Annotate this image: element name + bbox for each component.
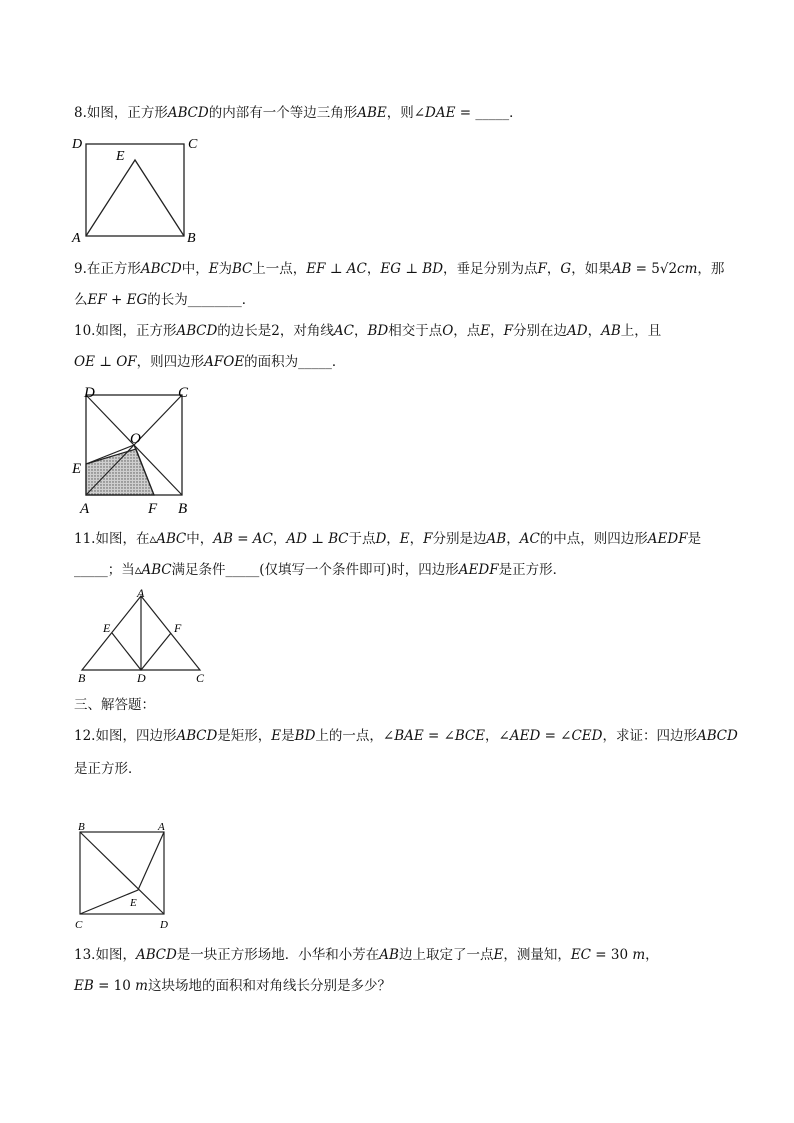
q10-text-line-1: 10.如图，正方形𝐴𝐵𝐶𝐷的边长是2，对角线𝐴𝐶，𝐵𝐷相交于点𝑂，点𝐸，𝐹分别在边𝐴𝐷，𝐴𝐵上，且 [74, 323, 662, 339]
q9-text-line-1: 9.在正方形𝐴𝐵𝐶𝐷中，𝐸为𝐵𝐶上一点，𝐸𝐹 ⊥ 𝐴𝐶，𝐸𝐺 ⊥ 𝐵𝐷，垂足分别为点𝐹，𝐺，如果𝐴𝐵 = 5√2𝑐𝑚，那 [74, 261, 725, 277]
q10-figure [70, 382, 210, 517]
label-e: E [116, 149, 125, 164]
q12-text-line-2: 是正方形． [74, 761, 142, 777]
section-heading: 三、解答题： [74, 697, 155, 713]
q8-text-line-1: 8.如图，正方形𝐴𝐵𝐶𝐷的内部有一个等边三角形𝐴𝐵𝐸，则∠𝐷𝐴𝐸 = _____． [74, 105, 523, 121]
label-d: D [137, 671, 146, 685]
label-o: O [130, 431, 141, 447]
label-a: A [80, 501, 90, 517]
label-e: E [72, 461, 82, 477]
label-a: A [158, 821, 165, 833]
q13-text-line-2: 𝐸𝐵 = 10 𝑚这块场地的面积和对角线长分别是多少？ [74, 978, 391, 994]
label-d: D [84, 385, 95, 401]
label-f: F [148, 501, 158, 517]
label-b: B [78, 671, 86, 685]
q10-text-line-2: 𝑂𝐸 ⊥ 𝑂𝐹，则四边形𝐴𝐹𝑂𝐸的面积为_____． [74, 354, 346, 370]
q11-text-line-2: _____；当▵𝐴𝐵𝐶满足条件_____(仅填写一个条件即可)时，四边形𝐴𝐸𝐷𝐹是正方形． [74, 562, 567, 578]
label-b: B [78, 821, 85, 833]
label-c: C [178, 385, 189, 401]
label-c: C [188, 137, 198, 152]
label-d: D [72, 137, 83, 152]
q11-text-line-1: 11.如图，在▵𝐴𝐵𝐶中，𝐴𝐵 = 𝐴𝐶，𝐴𝐷 ⊥ 𝐵𝐶于点𝐷，𝐸，𝐹分别是边𝐴𝐵，𝐴𝐶的中点，则四边形𝐴𝐸𝐷𝐹是 [74, 531, 702, 547]
label-d: D [160, 919, 168, 931]
label-b: B [187, 231, 196, 246]
q12-text-line-1: 12.如图，四边形𝐴𝐵𝐶𝐷是矩形，𝐸是𝐵𝐷上的一点，∠𝐵𝐴𝐸 = ∠𝐵𝐶𝐸，∠𝐴𝐸𝐷 = ∠𝐶𝐸𝐷，求证：四边形𝐴𝐵𝐶𝐷 [74, 728, 738, 744]
label-a: A [137, 586, 145, 600]
label-c: C [196, 671, 205, 685]
q12-figure [72, 818, 182, 933]
label-b: B [178, 501, 188, 517]
diagonal-bd [80, 832, 164, 914]
q8-figure [70, 136, 200, 246]
q9-text-line-2: 么𝐸𝐹 + 𝐸𝐺的长为________． [74, 292, 256, 308]
triangle-abe [86, 160, 184, 236]
q11-figure [74, 588, 214, 683]
label-e: E [130, 897, 137, 909]
label-e: E [103, 621, 111, 635]
q13-text-line-1: 13.如图，𝐴𝐵𝐶𝐷是一块正方形场地．小华和小芳在𝐴𝐵边上取定了一点𝐸，测量知，𝐸𝐶 = 30 𝑚， [74, 947, 659, 963]
label-f: F [174, 621, 182, 635]
label-c: C [75, 919, 83, 931]
square-abcd [86, 144, 184, 236]
label-a: A [72, 231, 81, 246]
